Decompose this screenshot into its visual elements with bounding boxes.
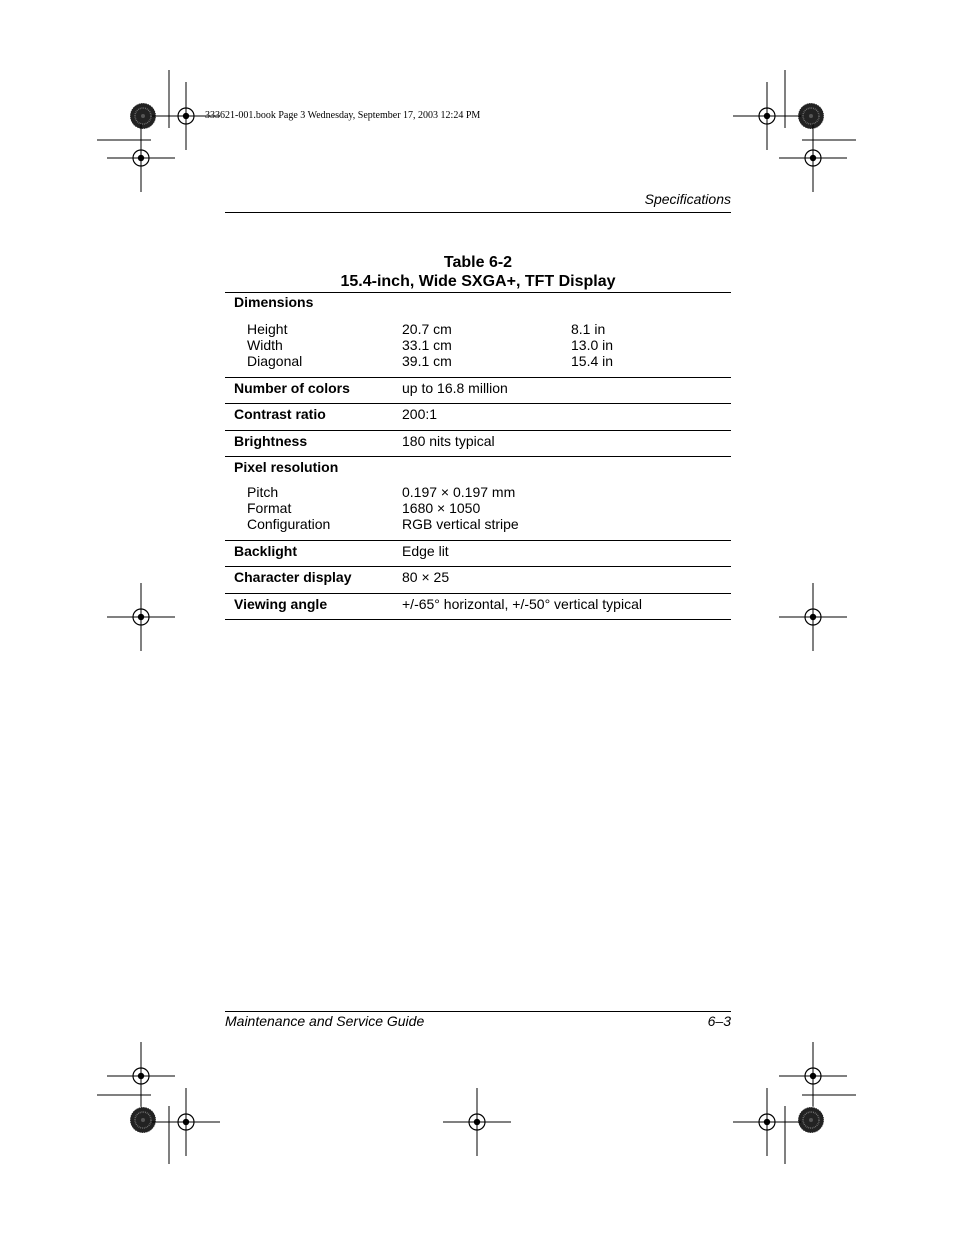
registration-mark-icon [152, 1088, 220, 1156]
header-rule [225, 212, 731, 213]
registration-mark-icon [779, 1042, 847, 1110]
registration-mark-icon [107, 124, 175, 192]
print-slug: 333621-001.book Page 3 Wednesday, September 17, 2003 12:24 PM [205, 110, 481, 121]
table-subrow: Pitch 0.197 × 0.197 mm [247, 484, 516, 500]
table-row-backlight: Backlight Edge lit [225, 541, 731, 568]
table-row-dimensions [225, 292, 731, 378]
spec-table [225, 292, 731, 620]
page-number: 6–3 [707, 1013, 731, 1029]
table-row-brightness: Brightness 180 nits typical [225, 431, 731, 458]
table-subrow: Height 20.7 cm 8.1 in [247, 321, 606, 337]
table-caption [225, 253, 731, 291]
running-head: Specifications [644, 191, 731, 207]
table-title: 15.4-inch, Wide SXGA+, TFT Display [340, 273, 616, 290]
table-row-pixel-resolution: Pixel resolution Pitch 0.197 × 0.197 mm Format 1680 × 1050 Configuration RGB vertical stripe [225, 457, 731, 541]
table-row-contrast-ratio: Contrast ratio 200:1 [225, 404, 731, 431]
registration-mark-icon [107, 583, 175, 651]
registration-mark-icon [733, 1088, 801, 1156]
table-row-character-display: Character display 80 × 25 [225, 567, 731, 594]
color-target-icon [798, 1107, 824, 1133]
table-row-viewing-angle: Viewing angle +/-65° horizontal, +/-50° vertical typical [225, 594, 731, 621]
table-subrow: Diagonal 39.1 cm 15.4 in [247, 353, 614, 369]
table-subrow: Width 33.1 cm 13.0 in [247, 337, 614, 353]
registration-mark-icon [107, 1042, 175, 1110]
table-number: Table 6-2 [443, 254, 513, 271]
color-target-icon [798, 103, 824, 129]
footer-title: Maintenance and Service Guide [225, 1013, 425, 1029]
dimensions-label: Dimensions [234, 294, 314, 310]
table-subrow: Format 1680 × 1050 [247, 500, 481, 516]
registration-mark-icon [779, 124, 847, 192]
color-target-icon [130, 1107, 156, 1133]
registration-mark-icon [443, 1088, 511, 1156]
registration-mark-icon [779, 583, 847, 651]
table-row-number-of-colors: Number of colors up to 16.8 million [225, 378, 731, 405]
registration-mark-icon [733, 82, 801, 150]
footer-rule [225, 1011, 731, 1012]
table-subrow: Configuration RGB vertical stripe [247, 516, 519, 532]
